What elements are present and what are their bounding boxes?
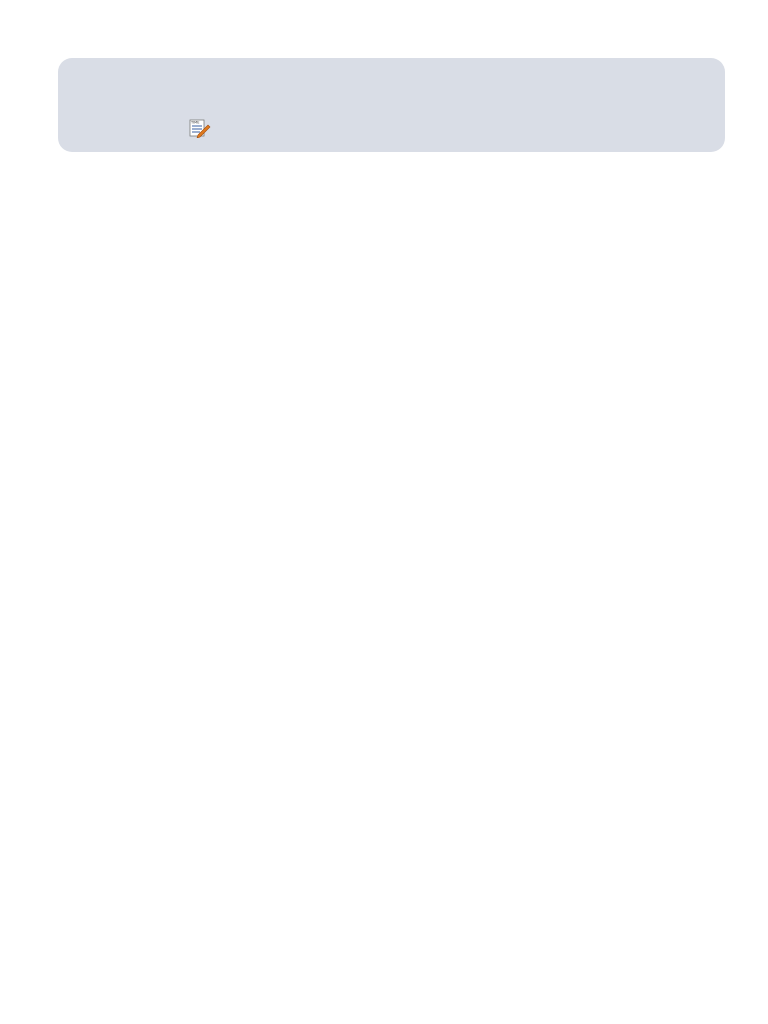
svg-text:TIME: TIME xyxy=(191,120,200,125)
exam-header-box xyxy=(58,58,725,152)
test-document-pencil-icon xyxy=(189,118,211,138)
